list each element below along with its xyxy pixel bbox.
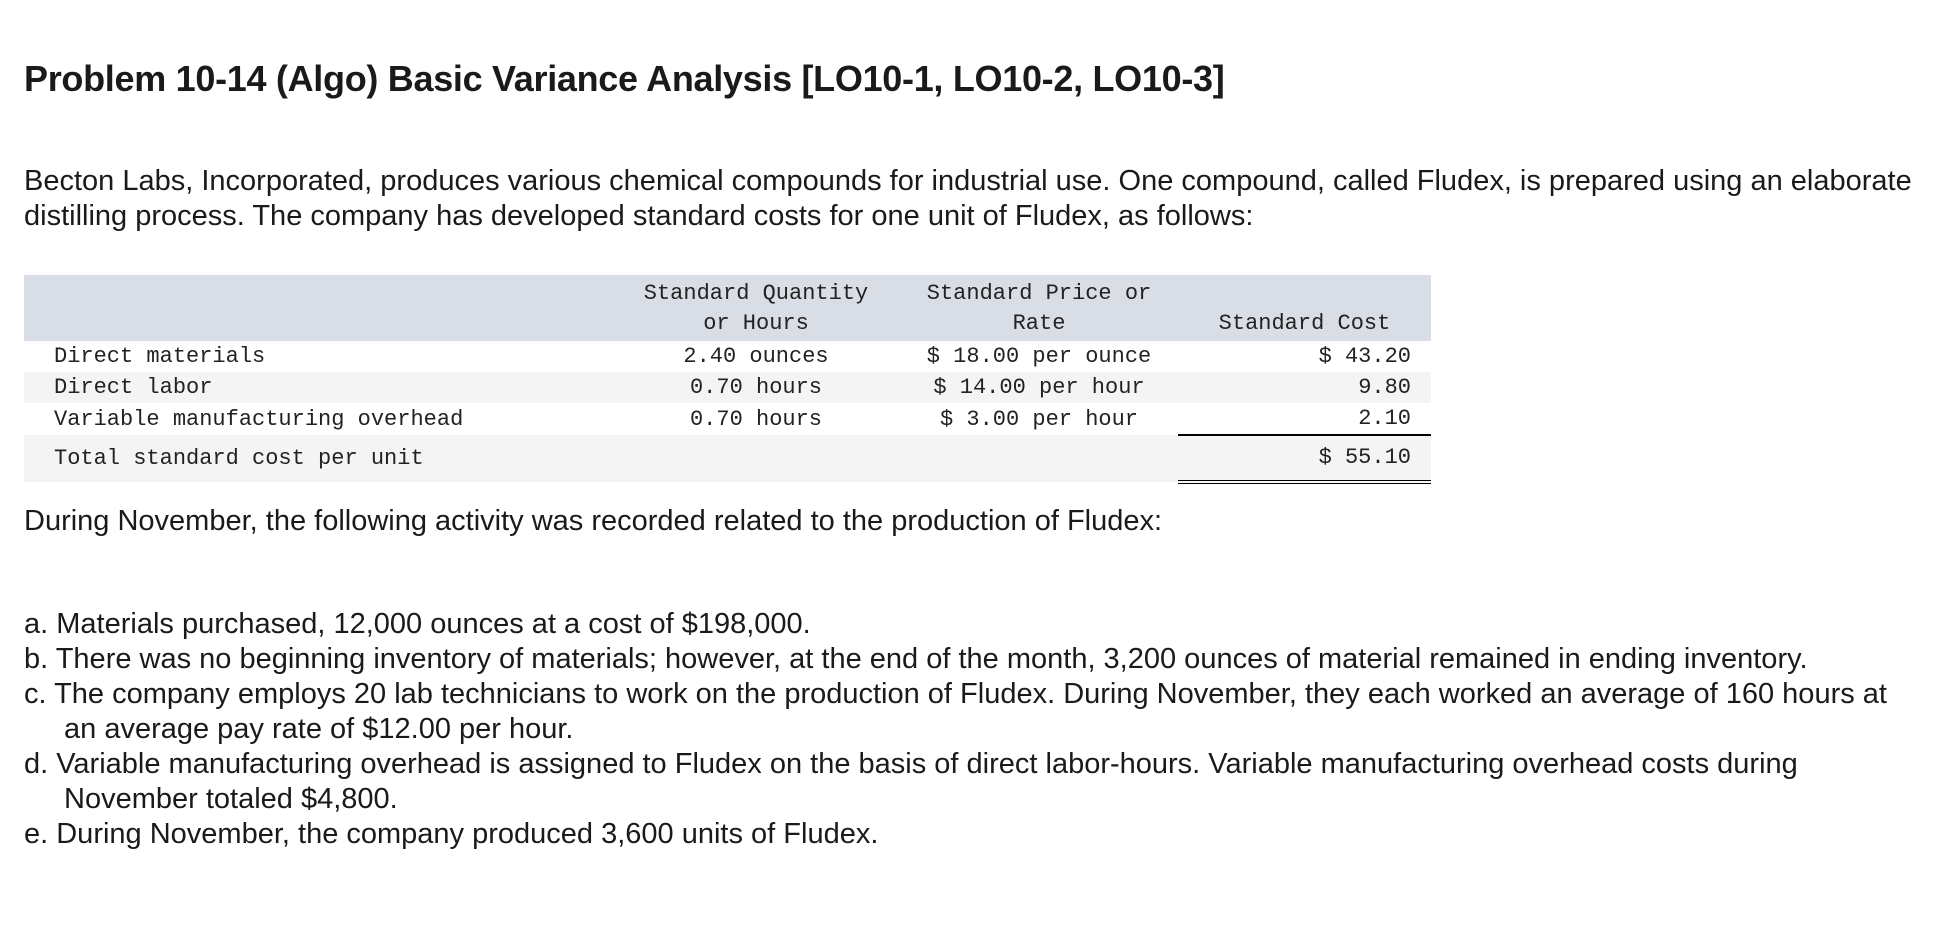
row-quantity: 0.70 hours <box>689 406 823 432</box>
row-cost: $ 43.20 <box>1318 344 1411 369</box>
row-price: $ 3.00 per hour <box>939 406 1139 432</box>
row-cost: 2.10 <box>1178 403 1431 435</box>
table-row <box>24 403 1431 435</box>
header-price: Standard Price or Rate <box>926 281 1152 336</box>
header-cost: Standard Cost <box>1218 311 1391 336</box>
total-cost: $ 55.10 <box>1178 435 1431 482</box>
list-item: b. There was no beginning inventory of materials; however, at the end of the month, 3,200 ounces of material remained in ending inventory. <box>24 643 1808 675</box>
row-quantity: 0.70 hours <box>689 375 823 400</box>
header-quantity: Standard Quantity or Hours <box>643 281 869 336</box>
page-title: Problem 10-14 (Algo) Basic Variance Analysis [LO10-1, LO10-2, LO10-3] <box>24 58 1225 99</box>
table-header-row <box>24 275 1431 341</box>
standard-cost-table <box>24 275 1431 484</box>
row-price: $ 18.00 per ounce <box>926 344 1152 369</box>
row-label: Direct materials <box>54 344 266 369</box>
list-item: e. During November, the company produced 3,600 units of Fludex. <box>24 818 879 850</box>
total-row <box>24 435 1431 482</box>
table-row <box>24 341 1431 372</box>
total-label: Total standard cost per unit <box>54 445 424 471</box>
row-quantity: 2.40 ounces <box>683 344 829 369</box>
list-item: a. Materials purchased, 12,000 ounces at a cost of $198,000. <box>24 608 811 640</box>
activity-list <box>24 607 1924 852</box>
header-blank <box>24 275 612 341</box>
list-item: d. Variable manufacturing overhead is assigned to Fludex on the basis of direct labor-hours. Variable manufacturing overhead costs during November totaled $4,800. <box>24 748 1798 815</box>
row-price: $ 14.00 per hour <box>933 375 1145 400</box>
row-label: Direct labor <box>54 375 213 400</box>
table-row <box>24 372 1431 403</box>
intro-paragraph: Becton Labs, Incorporated, produces various chemical compounds for industrial use. One compound, called Fludex, is prepared using an elaborate distilling process. The company has developed standard costs for one unit of Fludex, as follows: <box>24 165 1912 232</box>
list-item: c. The company employs 20 lab technicians to work on the production of Fludex. During November, they each worked an average of 160 hours at an average pay rate of $12.00 per hour. <box>24 678 1887 745</box>
row-label: Variable manufacturing overhead <box>54 406 464 432</box>
row-cost: 9.80 <box>1358 375 1411 400</box>
activity-intro: During November, the following activity was recorded related to the production of Fludex: <box>24 505 1163 537</box>
